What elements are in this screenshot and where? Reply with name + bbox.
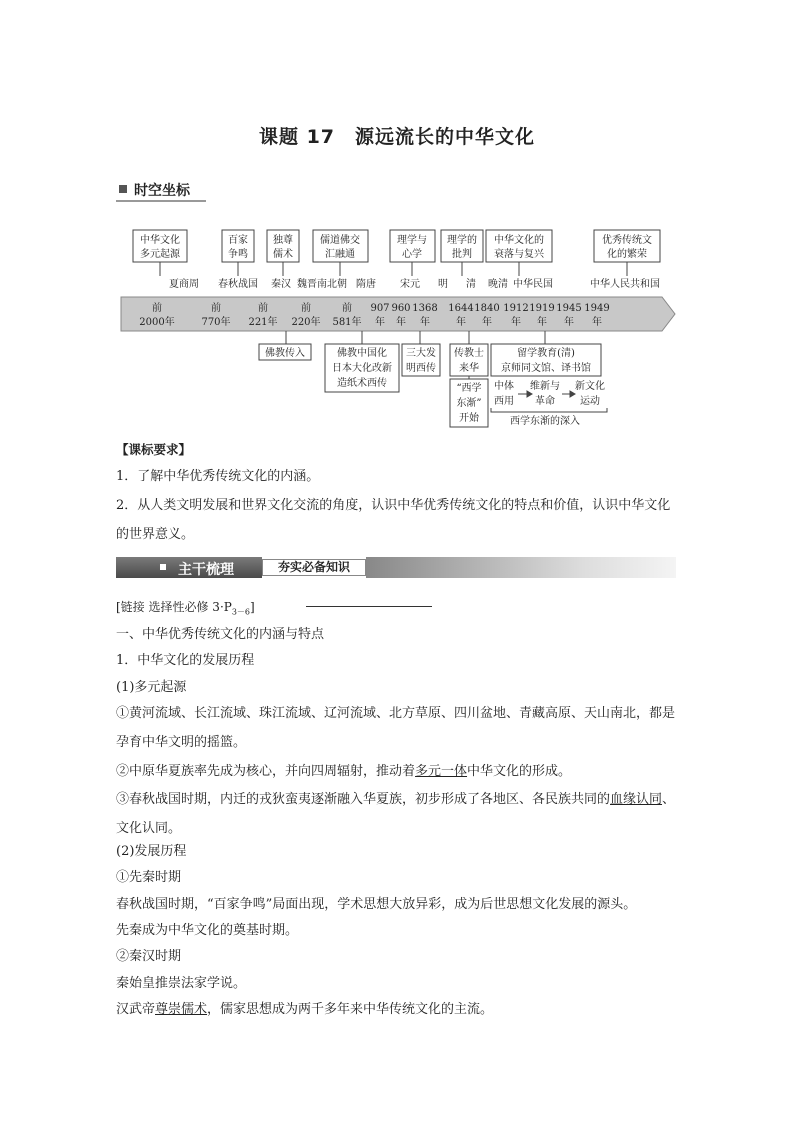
paragraph	[116, 1001, 493, 1019]
box-text: 心学	[402, 249, 422, 260]
chain-text: 西用	[494, 396, 514, 407]
text-run: ②中原华夏族率先成为核心，并向四周辐射，推动着	[116, 764, 416, 779]
section-banner	[116, 557, 676, 578]
box-text: 传教士	[454, 348, 484, 359]
box-text: 佛教中国化	[337, 348, 387, 359]
text-run: 中华文化的形成。	[467, 764, 572, 779]
box-text: 留学教育(清)	[517, 348, 575, 359]
tick-label: 年	[564, 317, 574, 328]
tick-label: 前	[211, 303, 221, 314]
period-label: 宋元	[400, 279, 420, 290]
tick-label: 前	[342, 303, 352, 314]
chain-text: 革命	[535, 396, 555, 407]
heading-1: 一、中华优秀传统文化的内涵与特点	[116, 627, 325, 642]
requirements-title: 【课标要求】	[116, 442, 192, 457]
underlined-term: 尊崇儒术	[155, 1002, 208, 1017]
tick-label: 年	[396, 317, 406, 328]
period-label: 清	[466, 279, 476, 290]
tick-label: 前	[152, 303, 162, 314]
paragraph: ①黄河流域、长江流域、珠江流域、辽河流域、北方草原、四川盆地、青藏高原、天山南北，都是孕育中华文明的摇篮。	[116, 706, 676, 750]
box-text: 百家	[228, 235, 248, 246]
period-label: 晚清	[488, 279, 508, 290]
underlined-term: 多元一体	[415, 764, 468, 779]
chain-text: 运动	[580, 396, 600, 407]
tick-label: 581年	[332, 317, 362, 328]
box-text: 儒道佛交	[320, 235, 360, 246]
heading-4: (2)发展历程	[116, 844, 187, 859]
chain-text: 维新与	[530, 381, 560, 392]
box-text: 理学的	[447, 235, 477, 246]
box-text: 汇融通	[325, 249, 355, 260]
tick-label: 年	[375, 317, 385, 328]
box-text: 儒术	[273, 249, 293, 260]
tick-label: 1368	[412, 303, 438, 314]
link-underline	[306, 606, 432, 607]
box-text: 理学与	[397, 235, 427, 246]
tick-label: 1945	[556, 303, 582, 314]
box-text: 三大发	[406, 348, 436, 359]
chain-text: 中体	[494, 381, 514, 392]
tick-label: 770年	[201, 317, 231, 328]
period-label: 明	[438, 279, 448, 290]
tick-label: 1919	[529, 303, 555, 314]
box-text: 争鸣	[228, 249, 248, 260]
section-label: 时空坐标	[134, 183, 190, 199]
heading-2: 1．中华文化的发展历程	[116, 653, 255, 668]
paragraph: 先秦成为中华文化的奠基时期。	[116, 923, 299, 938]
text-run: ，儒家思想成为两千多年来中华传统文化的主流。	[207, 1002, 494, 1017]
period-label: 中华人民共和国	[590, 279, 660, 290]
text-run: 汉武帝	[116, 1002, 156, 1017]
tick-label: 1644	[448, 303, 474, 314]
banner-sub: 夯实必备知识	[262, 559, 366, 576]
heading-3: (1)多元起源	[116, 680, 187, 695]
page-title: 课题 17 源远流长的中华文化	[258, 126, 536, 148]
link-reference	[116, 598, 255, 617]
box-text: 衰落与复兴	[494, 249, 544, 260]
tick-label: 年	[482, 317, 492, 328]
tick-label: 960	[391, 303, 411, 314]
box-text: 来华	[459, 363, 479, 374]
period-label: 秦汉	[271, 279, 291, 290]
link-pages: 3－6	[231, 607, 251, 617]
box-text: 化的繁荣	[607, 249, 647, 260]
tick-label: 220年	[291, 317, 321, 328]
period-label: 中华民国	[513, 279, 553, 290]
chain-label: 西学东渐的深入	[510, 416, 580, 427]
box-text: 优秀传统文	[602, 235, 652, 246]
tick-label: 1840	[474, 303, 500, 314]
box-text: 明西传	[406, 363, 436, 374]
paragraph: 春秋战国时期，“百家争鸣”局面出现，学术思想大放异彩，成为后世思想文化发展的源头。	[116, 897, 637, 912]
box-text: 开始	[459, 413, 479, 424]
link-text: [链接 选择性必修 3·P	[116, 600, 232, 614]
box-text: 日本大化改新	[332, 363, 392, 374]
paragraph: 秦始皇推崇法家学说。	[116, 976, 247, 991]
link-close: ]	[250, 600, 255, 614]
box-text: “西学	[456, 383, 482, 394]
period-label: 魏晋南北朝	[297, 279, 347, 290]
tick-label: 年	[420, 317, 430, 328]
tick-label: 1949	[584, 303, 610, 314]
paragraph	[116, 757, 676, 786]
box-text: 多元起源	[140, 249, 180, 260]
banner-label: 主干梳理	[178, 562, 234, 578]
box-text: 东渐”	[456, 398, 482, 409]
requirement-item: 1．了解中华优秀传统文化的内涵。	[116, 469, 320, 484]
box-text: 中华文化的	[494, 235, 544, 246]
tick-label: 年	[511, 317, 521, 328]
tick-label: 年	[537, 317, 547, 328]
text-run: ③春秋战国时期，内迁的戎狄蛮夷逐渐融入华夏族，初步形成了各地区、各民族共同的	[116, 792, 611, 807]
square-bullet-icon	[160, 564, 166, 570]
period-label: 隋唐	[356, 279, 376, 290]
tick-label: 年	[592, 317, 602, 328]
paragraph	[116, 785, 676, 843]
heading-6: ②秦汉时期	[116, 949, 182, 964]
tick-label: 年	[456, 317, 466, 328]
box-text: 中华文化	[140, 235, 180, 246]
timeline-diagram	[0, 0, 794, 440]
box-text: 造纸术西传	[337, 378, 387, 389]
box-text: 京师同文馆、译书馆	[501, 363, 591, 374]
tick-label: 2000年	[139, 317, 175, 328]
period-label: 夏商周	[169, 279, 199, 290]
heading-5: ①先秦时期	[116, 870, 182, 885]
tick-label: 221年	[248, 317, 278, 328]
box-text: 批判	[452, 249, 472, 260]
period-label: 春秋战国	[218, 279, 258, 290]
chain-text: 新文化	[575, 381, 605, 392]
text-run: 、文化认同。	[116, 792, 676, 836]
box-text: 佛教传入	[265, 348, 305, 359]
box-text: 独尊	[273, 235, 293, 246]
tick-label: 1912	[503, 303, 529, 314]
requirement-item: 2．从人类文明发展和世界文化交流的角度，认识中华优秀传统文化的特点和价值，认识中华文化的世界意义。	[116, 498, 671, 542]
banner-fade	[366, 557, 676, 578]
tick-label: 前	[258, 303, 268, 314]
tick-label: 907	[370, 303, 390, 314]
underlined-term: 血缘认同	[610, 792, 663, 807]
tick-label: 前	[301, 303, 311, 314]
